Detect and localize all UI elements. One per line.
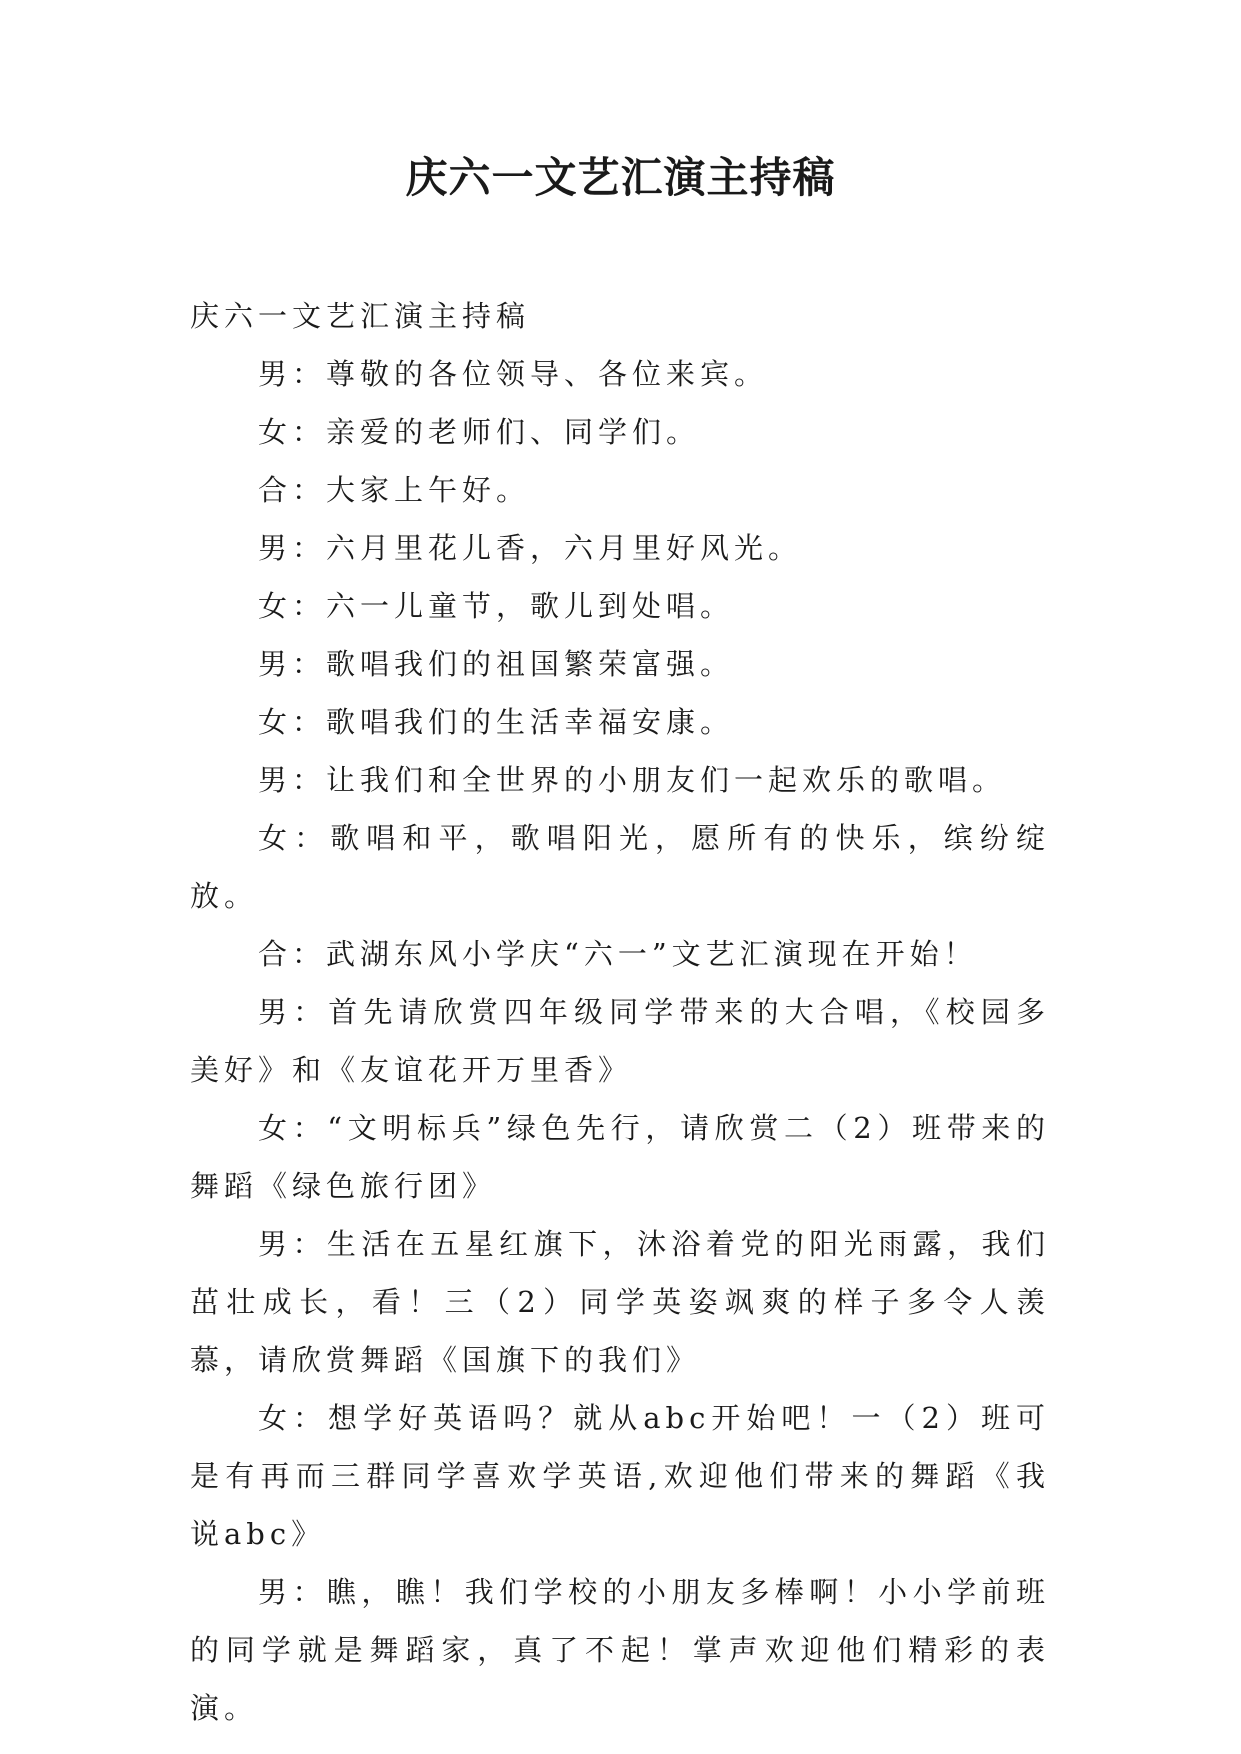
- dialogue-line: 女：亲爱的老师们、同学们。: [258, 415, 701, 449]
- dialogue-line: 男：生活在五星红旗下，沐浴着党的阳光雨露，我们茁壮成长，看！三（2）同学英姿飒爽的样子多令人羡慕，请欣赏舞蹈《国旗下的我们》: [190, 1227, 1050, 1377]
- document-heading-line: 庆六一文艺汇演主持稿: [190, 299, 531, 333]
- dialogue-line: 男：首先请欣赏四年级同学带来的大合唱，《校园多美好》和《友谊花开万里香》: [190, 995, 1050, 1087]
- dialogue-line: 男：瞧，瞧！我们学校的小朋友多棒啊！小小学前班的同学就是舞蹈家，真了不起！掌声欢迎他们精彩的表演。: [190, 1575, 1050, 1725]
- dialogue-line: 男：六月里花儿香，六月里好风光。: [258, 531, 803, 565]
- dialogue-line: 女：歌唱我们的生活幸福安康。: [258, 705, 735, 739]
- document-title: 庆六一文艺汇演主持稿: [405, 153, 836, 202]
- dialogue-line: 女：六一儿童节，歌儿到处唱。: [258, 589, 735, 623]
- dialogue-line: 女：想学好英语吗？就从abc开始吧！一（2）班可是有再而三群同学喜欢学英语,欢迎他们带来的舞蹈《我说abc》: [190, 1401, 1050, 1551]
- dialogue-line: 男：歌唱我们的祖国繁荣富强。: [258, 647, 735, 681]
- document-body: [190, 287, 1050, 1737]
- dialogue-line: 男：尊敬的各位领导、各位来宾。: [258, 357, 769, 391]
- dialogue-line: 男：让我们和全世界的小朋友们一起欢乐的歌唱。: [258, 763, 1007, 797]
- dialogue-line: 合：大家上午好。: [258, 473, 531, 507]
- dialogue-line: 女：“文明标兵”绿色先行，请欣赏二（2）班带来的舞蹈《绿色旅行团》: [190, 1111, 1050, 1203]
- dialogue-line: 合：武湖东风小学庆“六一”文艺汇演现在开始！: [258, 937, 978, 971]
- dialogue-line: 女：歌唱和平，歌唱阳光，愿所有的快乐，缤纷绽放。: [190, 821, 1050, 913]
